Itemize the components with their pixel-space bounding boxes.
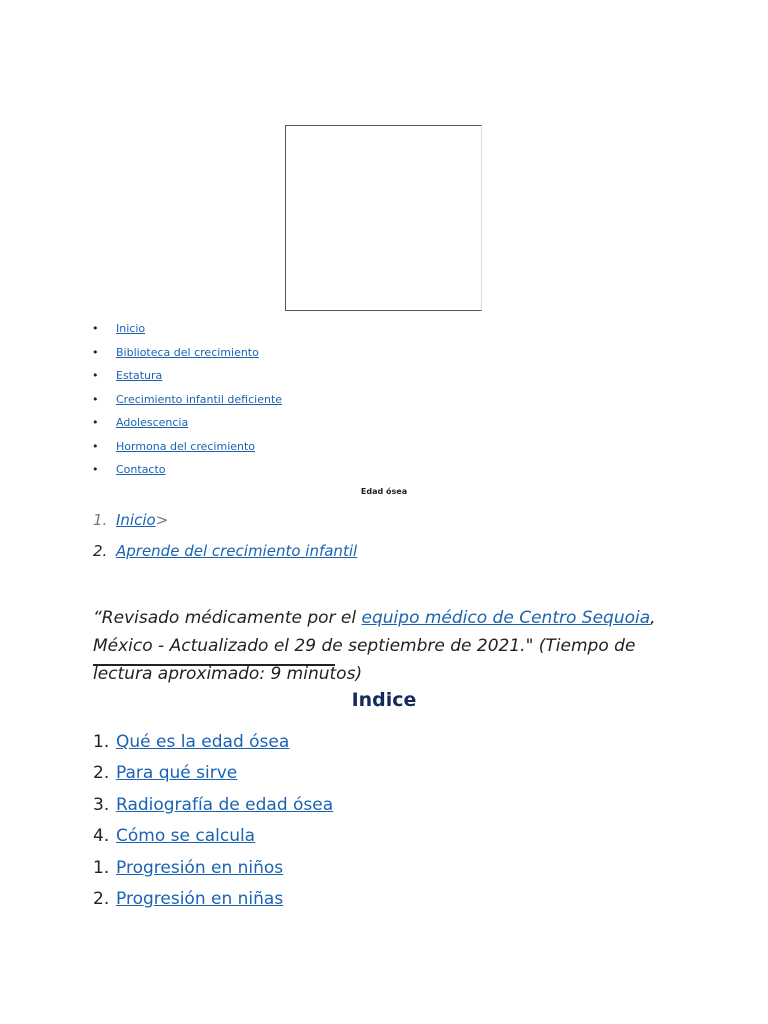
nav-link-hormona[interactable]: Hormona del crecimiento bbox=[116, 439, 256, 453]
logo-placeholder-icon[interactable] bbox=[285, 125, 482, 311]
index-number: 1. bbox=[93, 732, 110, 752]
bullet: • bbox=[92, 416, 99, 429]
page-title: Edad ósea bbox=[360, 487, 408, 496]
nav-link-adolescencia[interactable]: Adolescencia bbox=[116, 416, 189, 429]
breadcrumb-number: 1. bbox=[93, 511, 108, 529]
index-link-progresion-ninas[interactable]: Progresión en niñas bbox=[116, 888, 284, 909]
index-link-progresion-ninos[interactable]: Progresión en niños bbox=[116, 857, 284, 878]
review-team-link[interactable]: equipo médico de Centro Sequoia bbox=[361, 608, 651, 628]
index-number: 2. bbox=[93, 888, 110, 909]
nav-link-contacto[interactable]: Contacto bbox=[116, 463, 166, 476]
breadcrumb-number: 2. bbox=[93, 542, 108, 560]
bullet: • bbox=[92, 322, 99, 335]
index-number: 1. bbox=[93, 857, 110, 878]
index-number: 4. bbox=[93, 826, 110, 847]
breadcrumb-label: Inicio bbox=[116, 511, 156, 529]
bullet: • bbox=[92, 369, 99, 382]
bullet: • bbox=[92, 392, 99, 406]
nav-link-inicio[interactable]: Inicio bbox=[116, 322, 146, 335]
review-note bbox=[93, 604, 683, 688]
review-prefix: “Revisado médicamente por el bbox=[93, 608, 362, 628]
index-link-para-que-sirve[interactable]: Para qué sirve bbox=[116, 763, 238, 784]
index-number: 3. bbox=[93, 794, 110, 815]
breadcrumb-link-inicio[interactable] bbox=[116, 508, 168, 532]
index-link-como-se-calcula[interactable]: Cómo se calcula bbox=[116, 826, 256, 847]
bullet: • bbox=[92, 439, 99, 453]
index-link-radiografia[interactable]: Radiografía de edad ósea bbox=[116, 794, 334, 815]
review-suffix: , México - Actualizado el 29 de septiembre de 2021." (Tiempo de lectura aproximado: 9 minutos) bbox=[93, 608, 656, 684]
breadcrumb-link-aprende[interactable]: Aprende del crecimiento infantil bbox=[116, 542, 358, 560]
bullet: • bbox=[92, 345, 99, 359]
nav-link-estatura[interactable]: Estatura bbox=[116, 369, 163, 382]
nav-link-crecimiento-deficiente[interactable]: Crecimiento infantil deficiente bbox=[116, 392, 283, 406]
nav-link-biblioteca[interactable]: Biblioteca del crecimiento bbox=[116, 345, 259, 359]
index-title: Indice bbox=[351, 689, 417, 711]
index-number: 2. bbox=[93, 763, 110, 784]
index-link-que-es[interactable]: Qué es la edad ósea bbox=[116, 732, 290, 752]
bullet: • bbox=[92, 463, 99, 476]
breadcrumb-separator: > bbox=[155, 511, 169, 529]
divider bbox=[93, 664, 335, 666]
